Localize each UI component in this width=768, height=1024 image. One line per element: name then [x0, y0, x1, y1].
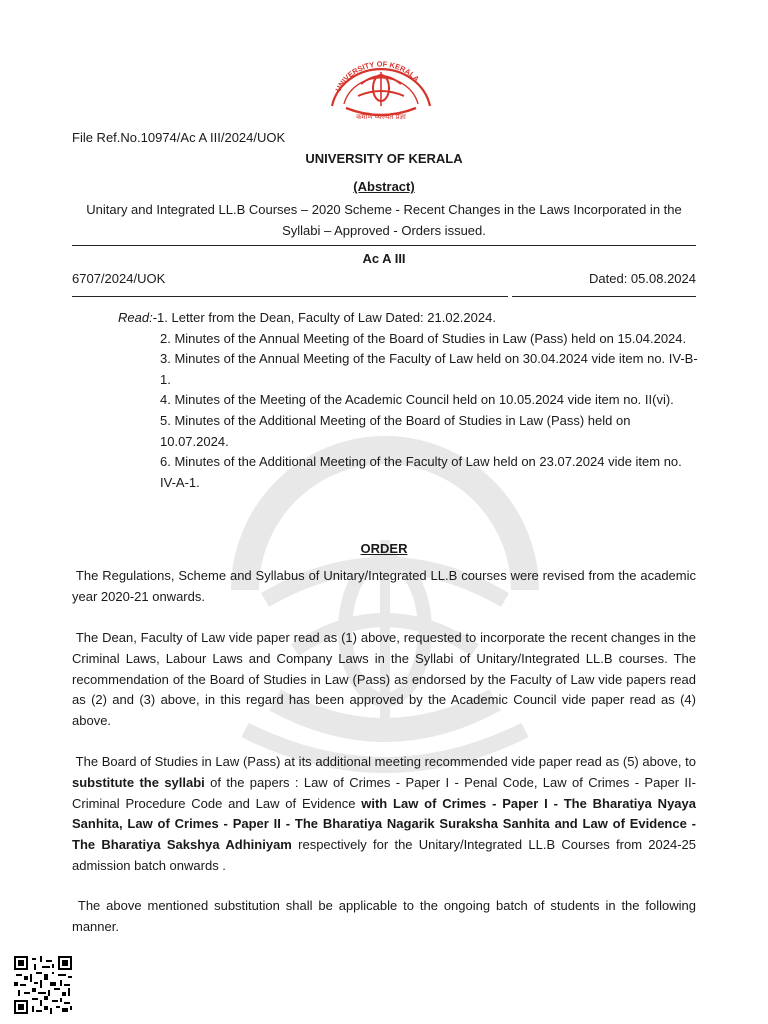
order-title: ORDER — [360, 541, 408, 556]
divider — [72, 245, 696, 246]
paragraph-bold-text: substitute the syllabi — [72, 774, 205, 790]
svg-text:UNIVERSITY OF KERALA: UNIVERSITY OF KERALA — [333, 59, 422, 94]
abstract-title: (Abstract) — [353, 179, 415, 194]
paragraph-text: The above mentioned substitution shall be applicable to the ongoing batch of students in the following manner. — [72, 898, 696, 934]
paragraph-text: The Regulations, Scheme and Syllabus of Unitary/Integrated LL.B courses were revised from the academic year 2020-21 onwards. — [72, 568, 696, 604]
order-date: Dated: 05.08.2024 — [589, 271, 696, 286]
read-item: 4. Minutes of the Meeting of the Academic Council held on 10.05.2024 vide item no. II(vi). — [160, 392, 674, 408]
order-paragraph — [72, 628, 696, 732]
subject-line: Unitary and Integrated LL.B Courses – 2020 Scheme - Recent Changes in the Laws Incorporated in the Syllabi – Approved - Orders issued. — [86, 202, 682, 238]
paragraph-text: The Dean, Faculty of Law vide paper read as (1) above, requested to incorporate the recent changes in the Criminal Laws, Labour Laws and Company Laws in the Syllabi of Unitary/Integrated LL.B courses. The recommendation of the Board of Studies in Law (Pass) as endorsed by the Faculty of Law vide papers read as (2) and (3) above, in this regard has been approved by the Academic Council vide paper read as (4) above. — [72, 630, 696, 729]
divider — [512, 296, 696, 297]
read-item: 3. Minutes of the Annual Meeting of the Faculty of Law held on 30.04.2024 vide item no. IV-B-1. — [160, 351, 698, 387]
paragraph-text: The Board of Studies in Law (Pass) at its additional meeting recommended vide paper read as (5) above, to — [75, 754, 696, 769]
svg-text:कर्मणि व्यज्यते प्रज्ञा: कर्मणि व्यज्यते प्रज्ञा — [356, 113, 406, 121]
university-name: UNIVERSITY OF KERALA — [305, 151, 463, 166]
paragraph-text: respectively for the Unitary/Integrated LL.B Courses from 2024-25 admission batch onwards . — [72, 837, 696, 873]
order-paragraph — [72, 566, 696, 608]
read-item: 5. Minutes of the Additional Meeting of the Board of Studies in Law (Pass) held on 10.07.2024. — [160, 412, 631, 449]
order-paragraph — [72, 896, 696, 938]
read-item — [118, 308, 698, 329]
read-item: 2. Minutes of the Annual Meeting of the Board of Studies in Law (Pass) held on 15.04.2024. — [160, 330, 687, 346]
read-references — [118, 308, 698, 493]
qr-code-icon — [14, 956, 72, 1014]
order-paragraph — [72, 752, 696, 877]
order-number: 6707/2024/UOK — [72, 271, 166, 286]
section-code: Ac A III — [362, 251, 406, 266]
read-label: Read: — [118, 310, 153, 325]
file-reference: File Ref.No.10974/Ac A III/2024/UOK — [72, 130, 286, 145]
paragraph-bold-text: with Law of Crimes - Paper I - The Bharatiya Nyaya Sanhita, Law of Crimes - Paper II - The Bharatiya Nagarik Suraksha Sanhita and Law of Evidence - The Bharatiya Sakshya Adhiniyam — [72, 795, 696, 853]
read-item-text: -1. Letter from the Dean, Faculty of Law Dated: 21.02.2024. — [152, 310, 496, 325]
read-item: 6. Minutes of the Additional Meeting of the Faculty of Law held on 23.07.2024 vide item no. IV-A-1. — [160, 454, 682, 490]
divider — [72, 296, 508, 297]
university-seal-icon — [316, 48, 446, 122]
paragraph-text: of the papers : Law of Crimes - Paper I - Penal Code, Law of Crimes - Paper II- Criminal Procedure Code and Law of Evidence — [72, 774, 696, 811]
